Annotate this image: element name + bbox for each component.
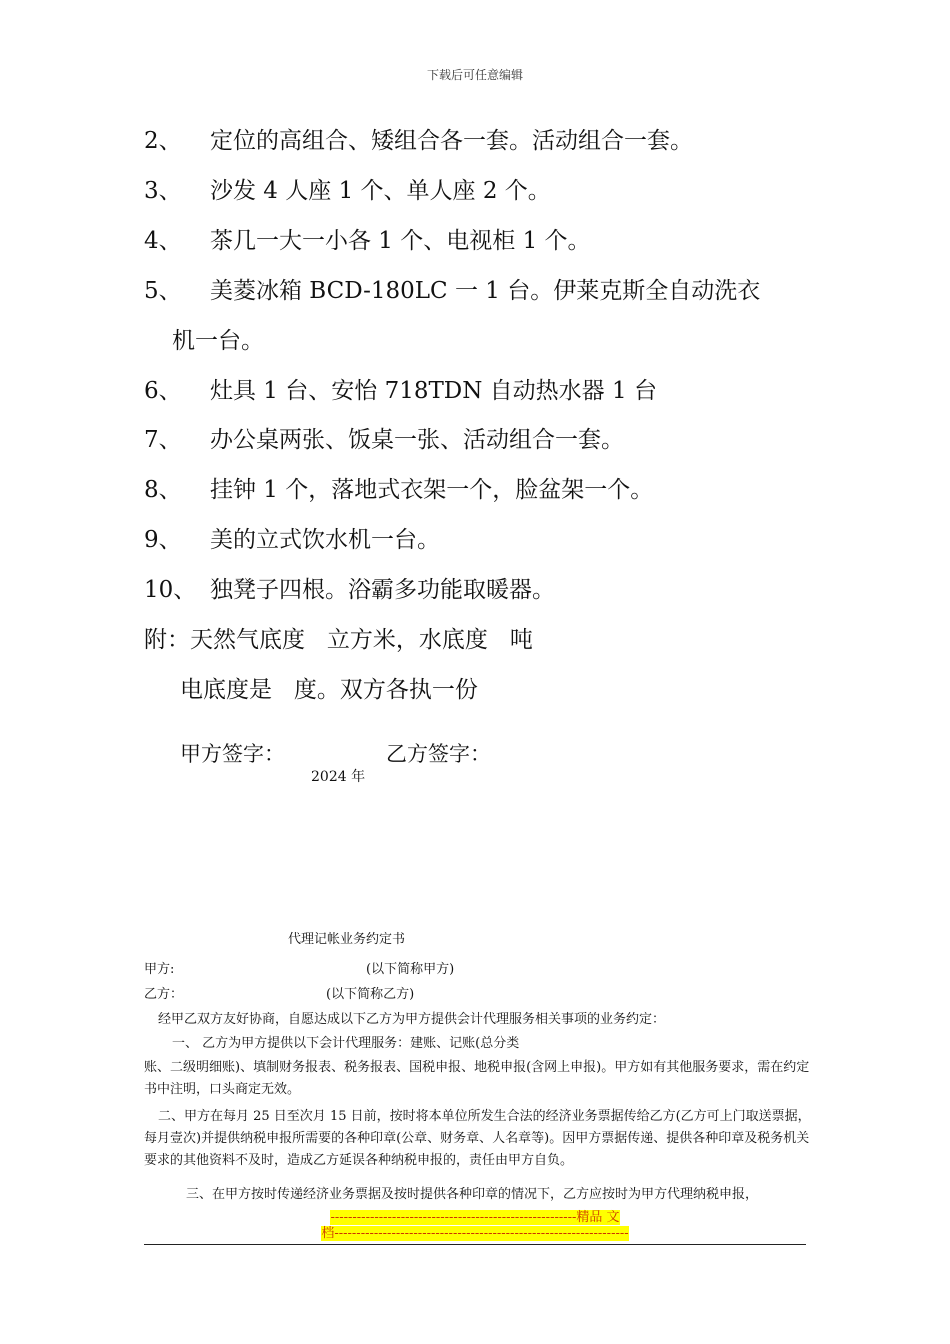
item-text: 灶具 1 台、安怡 718TDN 自动热水器 1 台	[210, 378, 657, 404]
header-note: 下载后可任意编辑	[426, 68, 523, 82]
party-a-label: 甲方:	[144, 962, 175, 977]
contract-title: 代理记帐业务约定书	[288, 932, 406, 947]
item-text: 茶几一大一小各 1 个、电视柜 1 个。	[210, 228, 591, 254]
item-text: 办公桌两张、饭桌一张、活动组合一套。	[210, 427, 624, 453]
item-number: 4、	[144, 228, 182, 254]
clause-3: 三、在甲方按时传递经济业务票据及按时提供各种印章的情况下，乙方应按时为甲方代理纳税申报，	[186, 1187, 759, 1202]
appendix-line-2: 电底度是 度。双方各执一份	[180, 677, 478, 703]
footer-divider	[144, 1244, 806, 1245]
item-text: 沙发 4 人座 1 个、单人座 2 个。	[210, 178, 551, 204]
item-text: 挂钟 1 个，落地式衣架一个，脸盆架一个。	[210, 477, 654, 503]
item-number: 2、	[144, 128, 182, 154]
item-number: 3、	[144, 178, 182, 204]
list-item	[144, 226, 591, 256]
clause-1-first-line: 一、 乙方为甲方提供以下会计代理服务：建账、记账(总分类	[172, 1036, 520, 1051]
item-number: 5、	[144, 278, 182, 304]
list-item	[144, 376, 657, 406]
list-item	[144, 126, 693, 156]
footer-banner-text: 档-------------------------------------------------------------------	[321, 1226, 629, 1241]
list-item	[144, 575, 555, 605]
party-b-signature-label: 乙方签字：	[386, 742, 491, 766]
item-number: 6、	[144, 378, 182, 404]
contract-intro: 经甲乙双方友好协商，自愿达成以下乙方为甲方提供会计代理服务相关事项的业务约定：	[158, 1012, 666, 1027]
list-item	[144, 475, 653, 505]
list-item-continuation	[172, 326, 264, 356]
item-number: 8、	[144, 477, 182, 503]
year-text: 2024 年	[311, 769, 366, 785]
item-text: 美菱冰箱 BCD-180LC 一 1 台。伊莱克斯全自动洗衣	[210, 278, 761, 304]
footer-banner-line-2	[0, 1226, 950, 1242]
footer-banner-text: --------------------------------------------------------精品 文	[330, 1210, 620, 1225]
list-item	[144, 425, 624, 455]
footer-banner-line-1	[0, 1210, 950, 1226]
party-b-label: 乙方：	[144, 987, 184, 1002]
party-a-signature-label: 甲方签字：	[180, 742, 285, 766]
item-number: 7、	[144, 427, 182, 453]
list-item	[144, 276, 760, 306]
item-number: 9、	[144, 527, 182, 553]
clause-2: 二、甲方在每月 25 日至次月 15 日前，按时将本单位所发生合法的经济业务票据传给乙方(乙方可上门取送票据，每月壹次)并提供纳税申报所需要的各种印章(公章、财务章、人名章等)。因甲方票据传递、提供各种印章及税务机关要求的其他资料不及时，造成乙方延误各种纳税申报的，责任由甲方自负。	[144, 1109, 811, 1168]
party-b-note: (以下简称乙方)	[326, 987, 415, 1002]
clause-1-body: 账、二级明细账)、填制财务报表、税务报表、国税申报、地税申报(含网上申报)。甲方如有其他服务要求，需在约定书中注明，口头商定无效。	[144, 1060, 810, 1097]
item-number: 10、	[144, 577, 197, 603]
item-text: 美的立式饮水机一台。	[210, 527, 440, 553]
party-a-note: (以下简称甲方)	[366, 962, 455, 977]
item-text: 机一台。	[172, 328, 264, 354]
list-item	[144, 176, 551, 206]
appendix-line-1: 附：天然气底度 立方米，水底度 吨	[144, 627, 533, 653]
list-item	[144, 525, 440, 555]
item-text: 独凳子四根。浴霸多功能取暖器。	[210, 577, 555, 603]
item-text: 定位的高组合、矮组合各一套。活动组合一套。	[210, 128, 693, 154]
